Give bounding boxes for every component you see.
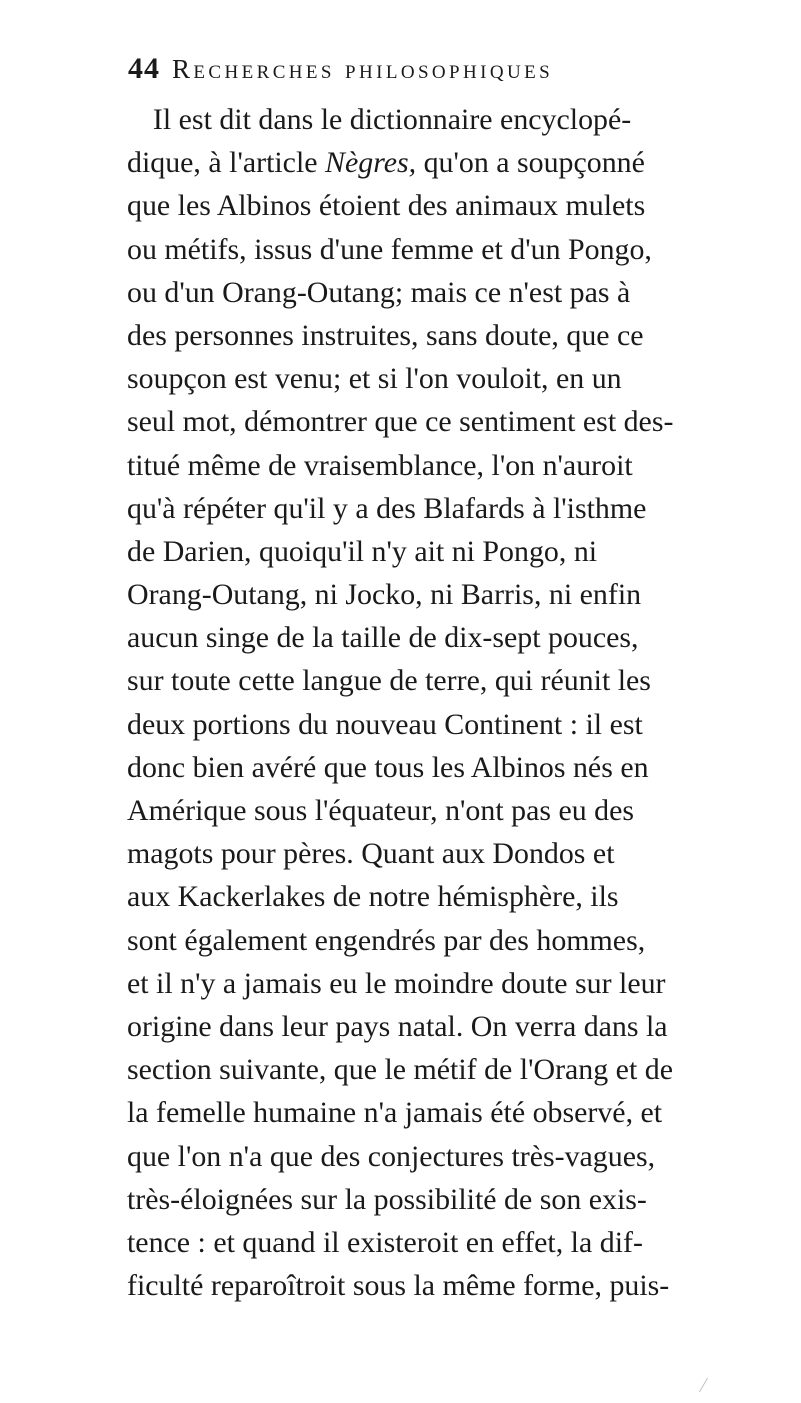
body-text: [127, 98, 747, 1307]
text-line: Amérique sous l'équateur, n'ont pas eu des: [127, 794, 635, 827]
running-head: [128, 52, 728, 92]
text-line: ou métifs, issus d'une femme et d'un Pongo,: [127, 232, 652, 266]
article-title: Nègres,: [325, 146, 417, 180]
text-line: aux Kackerlakes de notre hémisphère, ils: [127, 880, 619, 914]
text-line: sur toute cette langue de terre, qui réunit les: [127, 664, 651, 698]
text-line: Orang-Outang, ni Jocko, ni Barris, ni enfin: [127, 578, 642, 612]
text-line: aucun singe de la taille de dix-sept pouces,: [127, 621, 639, 655]
text-line: des personnes instruites, sans doute, que ce: [127, 318, 644, 352]
text-line: qu'à répéter qu'il y a des Blafards à l'isthme: [127, 491, 647, 525]
stray-pen-mark: [699, 1378, 716, 1392]
text-segment: qu'on a soupçonné: [416, 146, 645, 180]
text-segment: dique, à l'article: [127, 146, 318, 180]
text-line: donc bien avéré que tous les Albinos nés en: [127, 750, 649, 784]
running-title: Recherches philosophiques: [172, 54, 554, 84]
text-line: titué même de vraisemblance, l'on n'auroit: [127, 448, 633, 482]
page-number: 44: [128, 52, 160, 85]
text-line: Il est dit dans le dictionnaire encyclopé-: [152, 103, 632, 136]
text-line: que l'on n'a que des conjectures très-vagues,: [127, 1139, 656, 1173]
text-line: ficulté reparoîtroit sous la même forme, puis-: [127, 1269, 670, 1303]
text-line: origine dans leur pays natal. On verra dans la: [127, 1009, 668, 1043]
text-line: de Darien, quoiqu'il n'y ait ni Pongo, ni: [127, 534, 598, 568]
text-line: ou d'un Orang-Outang; mais ce n'est pas à: [127, 275, 631, 309]
text-line: que les Albinos étoient des animaux mulets: [127, 189, 646, 223]
text-line: la femelle humaine n'a jamais été observé, et: [127, 1096, 663, 1130]
text-line: [127, 141, 745, 184]
text-line: seul mot, démontrer que ce sentiment est des-: [127, 405, 674, 439]
text-line: et il n'y a jamais eu le moindre doute sur leur: [127, 966, 666, 1000]
text-line: tence : et quand il existeroit en effet, la dif-: [127, 1225, 643, 1259]
text-line: section suivante, que le métif de l'Orang et de: [127, 1053, 673, 1087]
text-line: deux portions du nouveau Continent : il est: [127, 707, 643, 741]
text-line: magots pour pères. Quant aux Dondos et: [127, 837, 615, 871]
text-line: sont également engendrés par des hommes,: [127, 923, 646, 957]
text-line: soupçon est venu; et si l'on vouloit, en un: [127, 362, 622, 396]
text-line: très-éloignées sur la possibilité de son exis-: [127, 1182, 647, 1216]
